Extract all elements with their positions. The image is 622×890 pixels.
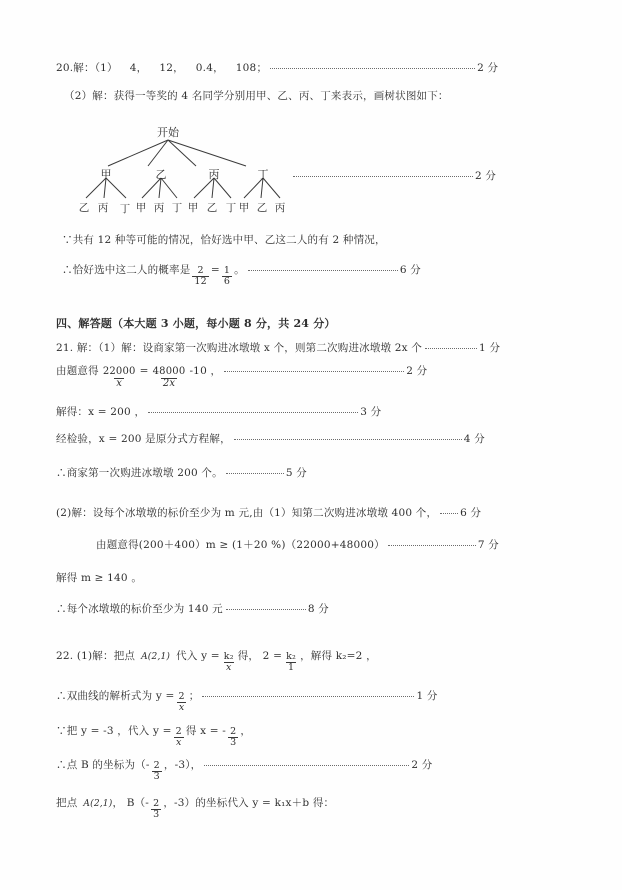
q22-point-b-fraction: [152, 761, 162, 782]
q21-part2-line-4: [56, 601, 329, 616]
dotted-leader: [148, 406, 358, 413]
q21-line-1-text: 21. 解：（1）解：设商家第一次购进冰墩墩 x 个，则第二次购进冰墩墩 2x 个: [56, 342, 423, 354]
q21-line-5-text: ∴商家第一次购进冰墩墩 200 个。: [56, 467, 223, 479]
q22-fraction-k2-over-x: [222, 652, 236, 673]
q22-line-1-mid2: 得， 2 =: [237, 650, 283, 662]
q22-line-2-prefix: ∴双曲线的解析式为 y =: [56, 690, 175, 702]
tree-leaf-1-2: 丁: [171, 202, 183, 214]
fraction-denominator: 2x: [162, 377, 176, 389]
section-4-heading-text: 四、解答题（本大题 3 小题，每小题 8 分，共 24 分）: [56, 317, 336, 330]
tree-branch-label-2: 丙: [208, 168, 220, 181]
q20-part2-intro-text: （2）解：获得一等奖的 4 名同学分别用甲、乙、丙、丁来表示，画树状图如下：: [64, 90, 449, 102]
q22-fraction-2-over-3: [228, 727, 238, 748]
q20-value-4: 108；: [235, 62, 268, 74]
q22-line-5-tail: ，-3）的坐标代入 y = k₁x＋b 得：: [163, 797, 335, 809]
q21-part2-line-4-score: 8 分: [307, 603, 329, 615]
point-a-label: A(2,1): [141, 652, 171, 662]
dotted-leader: [425, 342, 477, 349]
q20-part1-score: 2 分: [477, 62, 499, 74]
q20-value-1: 4，: [129, 62, 148, 74]
q20-conclusion-score: 6 分: [399, 264, 421, 276]
equation-fraction-lhs: [101, 367, 138, 389]
fraction-denominator: 3: [230, 736, 237, 748]
probability-fraction-2: [222, 266, 232, 287]
fraction-numerator: 2: [230, 726, 237, 737]
fraction-denominator: 12: [194, 275, 207, 287]
q21-part2-line-4-text: ∴每个冰墩墩的标价至少为 140 元: [56, 603, 223, 615]
equals-sign: =: [210, 264, 220, 276]
fraction-denominator: 3: [153, 808, 160, 820]
q22-line-1-tail: ，解得 k₂=2 ，: [300, 650, 377, 662]
q21-equation-tail: -10 ，: [189, 365, 222, 377]
q22-line-2-score: 1 分: [416, 690, 438, 702]
tree-leaf-0-0: 乙: [78, 202, 90, 214]
tree-branch-label-0: 甲: [100, 168, 112, 181]
tree-leaf-0-1: 丙: [97, 202, 109, 214]
q21-line-4-text: 经检验，x = 200 是原分式方程解，: [56, 433, 231, 445]
q22-fraction-2-over-x-b: [174, 727, 184, 748]
probability-fraction-1: [192, 266, 209, 287]
dotted-leader: [270, 62, 475, 69]
q22-line-1: [56, 648, 377, 673]
dotted-leader: [204, 759, 409, 766]
q20-tree-score-line: [290, 168, 496, 183]
fraction-numerator: 2: [178, 691, 185, 702]
q20-part1-prefix: 20.解：（1）: [56, 62, 118, 74]
fraction-denominator: x: [225, 661, 232, 673]
fraction-denominator: 1: [287, 661, 295, 673]
fraction-numerator: 22000: [102, 366, 136, 377]
dotted-leader: [248, 264, 398, 271]
q22-line-4: [56, 757, 433, 782]
tree-leaf-3-2: 丙: [274, 202, 286, 214]
fraction-denominator: 6: [223, 275, 231, 287]
q22-line-4-score: 2 分: [411, 759, 433, 771]
tree-root-label: 开始: [157, 126, 179, 139]
dotted-leader: [440, 507, 458, 514]
tree-leaf-0-2: 丁: [119, 203, 131, 215]
tree-leaf-1-0: 甲: [135, 202, 147, 214]
fraction-denominator: x: [175, 736, 182, 748]
q20-part2-intro: [64, 88, 449, 103]
equals-sign: =: [139, 365, 149, 377]
tree-leaf-2-0: 甲: [187, 202, 199, 214]
fraction-denominator: x: [116, 377, 123, 389]
q22-line-3-prefix: ∵把 y = -3 ，代入 y =: [56, 725, 172, 737]
q21-line-3: [56, 404, 381, 419]
tree-leaf-2-1: 乙: [206, 202, 218, 214]
probability-tail: 。: [234, 264, 245, 276]
q20-value-3: 0.4，: [195, 62, 224, 74]
q21-part2-line-3-text: 解得 m ≥ 140 。: [56, 572, 143, 584]
dotted-leader: [202, 690, 414, 697]
tree-leaf-1-1: 丙: [153, 202, 165, 214]
q22-fraction-k2-over-1: [284, 652, 298, 673]
q21-equation-prefix: 由题意得: [56, 365, 99, 377]
q20-reasoning-text: ∵共有 12 种等可能的情况，恰好选中甲、乙这二人的有 2 种情况，: [62, 234, 386, 246]
point-a-label: A(2,1): [83, 799, 113, 809]
q21-part2-line-2: [96, 537, 499, 552]
tree-diagram: [56, 122, 306, 220]
q20-value-2: 12，: [159, 62, 184, 74]
q21-part2-line-2-score: 7 分: [477, 539, 499, 551]
fraction-numerator: 2: [153, 798, 160, 809]
fraction-numerator: 48000: [152, 366, 186, 377]
q22-line-5-prefix: 把点: [56, 797, 78, 809]
tree-leaf-3-0: 甲: [238, 202, 250, 214]
q22-line-2: [56, 688, 438, 713]
q22-line-4-prefix: ∴点 B 的坐标为（-: [56, 759, 150, 771]
q21-part2-line-1-text: (2)解：设每个冰墩墩的标价至少为 m 元,由（1）知第二次购进冰墩墩 400 个，: [56, 507, 438, 519]
q22-line-5: [56, 795, 334, 820]
fraction-denominator: x: [178, 701, 185, 713]
fraction-numerator: 2: [175, 726, 182, 737]
tree-leaf-2-2: 丁: [225, 202, 237, 214]
q22-line-1-prefix: 22. (1)解：把点: [56, 650, 136, 662]
q22-line-4-tail: ，-3），: [163, 759, 202, 771]
dotted-leader: [226, 467, 284, 474]
q21-part2-line-3: [56, 570, 142, 585]
q21-equation-score: 2 分: [406, 365, 428, 377]
q21-line-5: [56, 465, 307, 480]
q21-line-3-score: 3 分: [360, 406, 382, 418]
q21-line-3-text: 解得：x = 200 ，: [56, 406, 146, 418]
fraction-numerator: 2: [197, 265, 204, 276]
q22-fraction-2-over-x: [177, 692, 187, 713]
q20-conclusion-line: [62, 262, 421, 287]
q22-point-b-fraction-2: [151, 799, 161, 820]
q21-line-5-score: 5 分: [285, 467, 307, 479]
dotted-leader: [293, 170, 473, 177]
dotted-leader: [234, 433, 462, 440]
section-4-heading: [56, 315, 336, 331]
dotted-leader: [388, 539, 476, 546]
q22-line-3-mid: 得 x = -: [185, 725, 227, 737]
q22-line-1-mid: 代入 y =: [176, 650, 220, 662]
q20-tree-score: 2 分: [475, 170, 497, 182]
q21-part2-line-2-text: 由题意得(200＋400）m ≥ (1＋20 %)（22000+48000）: [96, 539, 385, 551]
q21-part2-line-1-score: 6 分: [460, 507, 482, 519]
q20-part1-line: [56, 60, 498, 75]
tree-branch-label-1: 乙: [155, 168, 167, 181]
dotted-leader: [226, 603, 306, 610]
q20-reasoning-line: [62, 232, 386, 247]
q21-line-4: [56, 431, 485, 446]
q21-line-4-score: 4 分: [463, 433, 485, 445]
q20-conclusion-prefix: ∴恰好选中这二人的概率是: [62, 264, 191, 276]
tree-branch-label-3: 丁: [257, 168, 269, 181]
fraction-numerator: k₂: [223, 651, 234, 662]
q22-line-3-tail: ，: [240, 725, 252, 737]
q22-line-3: [56, 723, 251, 748]
q21-equation-line: [56, 363, 427, 389]
q21-part2-line-1: [56, 505, 481, 520]
q22-line-2-tail: ；: [188, 690, 200, 702]
dotted-leader: [224, 365, 404, 372]
q22-line-5-mid: ， B（-: [112, 797, 150, 809]
tree-leaf-3-1: 乙: [256, 202, 268, 214]
fraction-numerator: 2: [153, 760, 160, 771]
fraction-numerator: 1: [223, 265, 231, 276]
q21-line-1-score: 1 分: [479, 342, 501, 354]
q21-line-1: [56, 340, 500, 355]
fraction-denominator: 3: [153, 770, 160, 782]
fraction-numerator: k₂: [286, 651, 297, 662]
equation-fraction-rhs: [151, 367, 188, 389]
